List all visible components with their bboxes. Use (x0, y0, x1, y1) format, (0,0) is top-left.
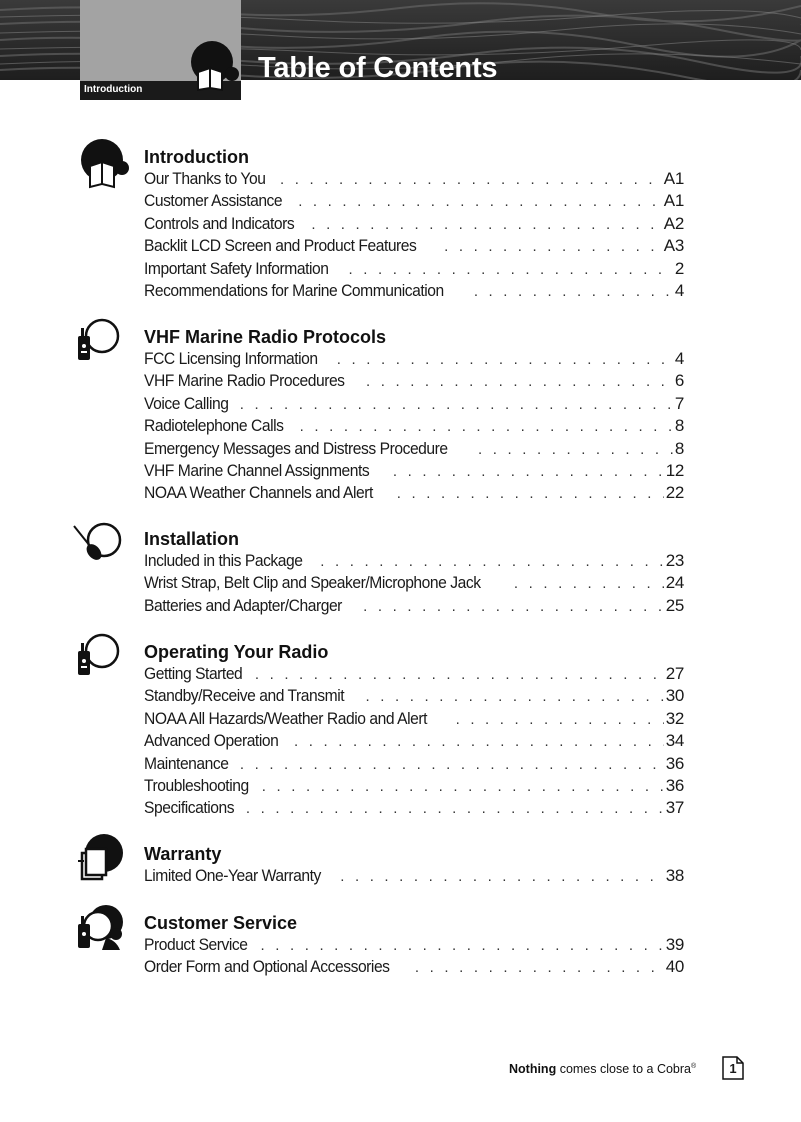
section-tab-label: Introduction (84, 84, 143, 95)
warranty-document-icon (72, 833, 132, 885)
toc-entry[interactable]: Advanced Operation . . . 34 (144, 730, 684, 752)
section-title: Customer Service (144, 913, 298, 933)
toc-entry[interactable]: FCC Licensing Information . . . 4 (144, 348, 684, 370)
toc-entry[interactable]: Our Thanks to You . . . A1 (144, 168, 684, 190)
toc-entry[interactable]: VHF Marine Radio Procedures . . . 6 (144, 370, 684, 392)
toc-entry[interactable]: Maintenance . . . 36 (144, 753, 684, 775)
toc-entry[interactable]: Standby/Receive and Transmit . . . 30 (144, 685, 684, 707)
toc-entry[interactable]: Controls and Indicators . . . A2 (144, 213, 684, 235)
toc-entry[interactable]: Recommendations for Marine Communication . . . 4 (144, 280, 684, 302)
page-title: Table of Contents (258, 52, 498, 84)
section-title: Installation (144, 529, 240, 549)
section-title: Operating Your Radio (144, 642, 329, 662)
section-title: VHF Marine Radio Protocols (144, 327, 387, 347)
toc-entry[interactable]: Voice Calling . . . 7 (144, 393, 684, 415)
section-title: Introduction (144, 147, 249, 167)
page-number: 1 (722, 1056, 744, 1080)
toc-entry[interactable]: Batteries and Adapter/Charger . . . 25 (144, 595, 684, 617)
toc-entry[interactable]: NOAA All Hazards/Weather Radio and Alert . . . 32 (144, 708, 684, 730)
toc-entry[interactable]: Specifications . . . 37 (144, 797, 684, 819)
screwdriver-icon (72, 520, 132, 572)
radio-speech-icon (72, 633, 132, 685)
toc-entries (144, 865, 684, 887)
toc-entry[interactable]: Important Safety Information . . . 2 (144, 258, 684, 280)
toc-entry[interactable]: Getting Started . . . 27 (144, 663, 684, 685)
toc-entry[interactable]: VHF Marine Channel Assignments . . . 12 (144, 460, 684, 482)
toc-entry[interactable]: Radiotelephone Calls . . . 8 (144, 415, 684, 437)
toc-entry[interactable]: Order Form and Optional Accessories . . . 40 (144, 956, 684, 978)
toc-entry[interactable]: Limited One-Year Warranty . . . 38 (144, 865, 684, 887)
toc-entry[interactable]: Emergency Messages and Distress Procedure . . . 8 (144, 438, 684, 460)
toc-entry[interactable]: NOAA Weather Channels and Alert . . . 22 (144, 482, 684, 504)
toc-entries (144, 550, 684, 617)
toc-entry[interactable]: Included in this Package . . . 23 (144, 550, 684, 572)
toc-entries (144, 934, 684, 979)
footer-tagline: Nothing comes close to a Cobra® (509, 1062, 697, 1076)
toc-entries (144, 168, 684, 302)
toc-entry[interactable]: Product Service . . . 39 (144, 934, 684, 956)
section-title: Warranty (144, 844, 222, 864)
toc-entries (144, 348, 684, 505)
toc-entries (144, 663, 684, 820)
book-reader-icon (188, 40, 240, 92)
radio-speech-icon (72, 318, 132, 370)
book-reader-icon (72, 138, 132, 190)
toc-entry[interactable]: Troubleshooting . . . 36 (144, 775, 684, 797)
toc-entry[interactable]: Backlit LCD Screen and Product Features . . . A3 (144, 235, 684, 257)
customer-service-icon (72, 904, 132, 956)
toc-entry[interactable]: Customer Assistance . . . A1 (144, 190, 684, 212)
toc-entry[interactable]: Wrist Strap, Belt Clip and Speaker/Microphone Jack . . . 24 (144, 572, 684, 594)
